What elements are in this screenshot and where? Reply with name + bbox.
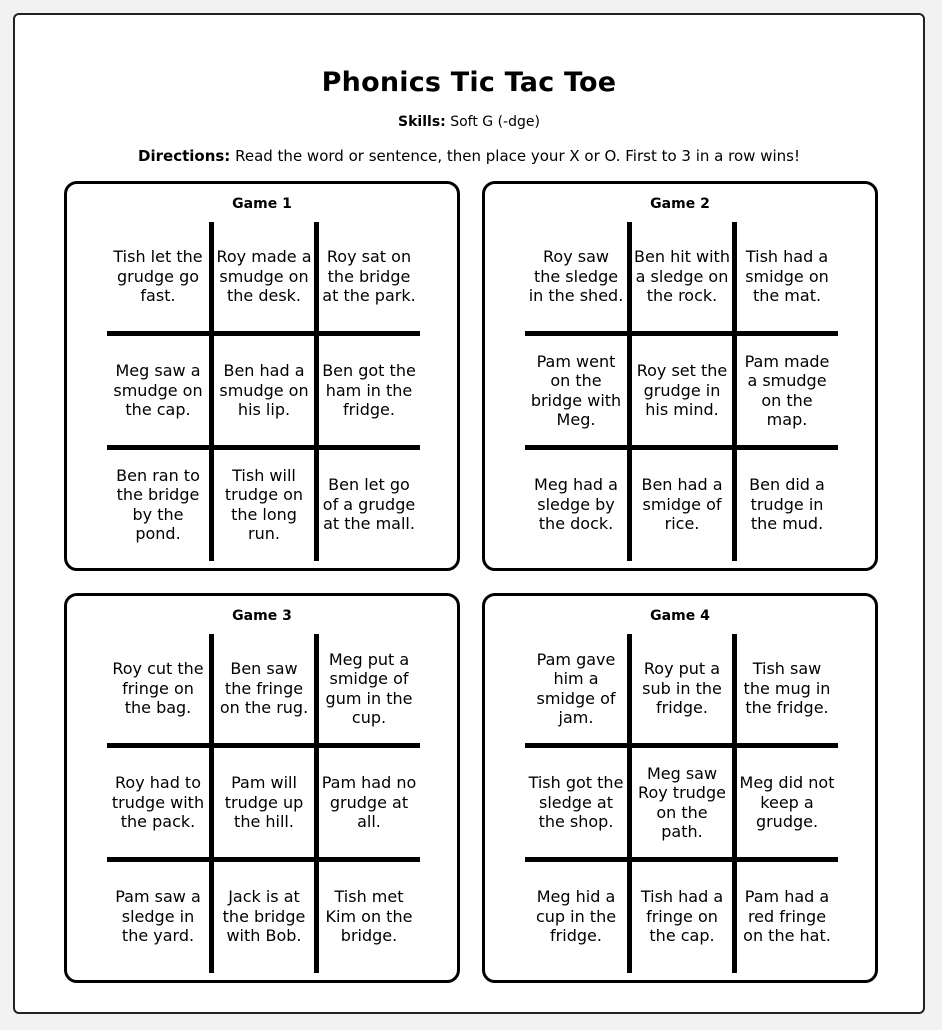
game-3-cell-9[interactable]: Tish met Kim on the bridge. [325,887,413,946]
game-3-cell-8[interactable]: Jack is at the bridge with Bob. [222,887,306,946]
grid-line [107,331,420,336]
game-4-title: Game 4 [650,608,710,624]
game-1-panel [64,181,460,571]
game-3-title: Game 3 [232,608,292,624]
game-1-cell-4[interactable]: Meg saw a smudge on the cap. [113,361,203,420]
grid-line [732,222,737,561]
game-4-board [525,634,838,973]
grid-line [209,222,214,561]
skills-line [15,114,923,130]
game-4-panel [482,593,878,983]
game-2-cell-2[interactable]: Ben hit with a sledge on the rock. [634,247,730,306]
game-2-cell-5[interactable]: Roy set the grudge in his mind. [636,361,728,420]
grid-line [209,634,214,973]
grid-line [107,743,420,748]
grid-line [525,743,838,748]
directions-text: Read the word or sentence, then place your X or O. First to 3 in a row wins! [235,147,800,165]
game-1-cell-6[interactable]: Ben got the ham in the fridge. [322,361,416,420]
game-4-cell-6[interactable]: Meg did not keep a grudge. [739,773,835,832]
game-1-cell-1[interactable]: Tish let the grudge go fast. [113,247,203,306]
game-4-cell-2[interactable]: Roy put a sub in the fridge. [642,659,722,718]
game-2-panel [482,181,878,571]
game-3-panel [64,593,460,983]
game-2-cell-3[interactable]: Tish had a smidge on the mat. [745,247,829,306]
game-4-cell-3[interactable]: Tish saw the mug in the fridge. [743,659,831,718]
game-2-board [525,222,838,561]
game-3-cell-7[interactable]: Pam saw a sledge in the yard. [115,887,201,946]
game-1-cell-2[interactable]: Roy made a smudge on the desk. [216,247,312,306]
game-3-cell-2[interactable]: Ben saw the fringe on the rug. [219,659,309,718]
grid-line [314,634,319,973]
game-4-cell-5[interactable]: Meg saw Roy trudge on the path. [638,763,726,841]
game-1-board [107,222,420,561]
grid-line [732,634,737,973]
game-3-cell-6[interactable]: Pam had no grudge at all. [321,773,417,832]
game-3-cell-1[interactable]: Roy cut the fringe on the bag. [112,659,204,718]
grid-line [525,331,838,336]
grid-line [107,857,420,862]
game-3-cell-3[interactable]: Meg put a smidge of gum in the cup. [325,649,413,727]
worksheet-page [13,13,925,1014]
game-2-cell-6[interactable]: Pam made a smudge on the map. [744,351,830,429]
grid-line [627,222,632,561]
game-4-cell-8[interactable]: Tish had a fringe on the cap. [640,887,724,946]
game-1-cell-8[interactable]: Tish will trudge on the long run. [224,465,304,543]
game-4-cell-7[interactable]: Meg hid a cup in the fridge. [535,887,617,946]
game-1-cell-5[interactable]: Ben had a smudge on his lip. [219,361,309,420]
page-title: Phonics Tic Tac Toe [321,67,617,98]
game-1-cell-7[interactable]: Ben ran to the bridge by the pond. [116,465,200,543]
grid-line [627,634,632,973]
game-2-cell-4[interactable]: Pam went on the bridge with Meg. [530,351,622,429]
game-3-cell-4[interactable]: Roy had to trudge with the pack. [111,773,205,832]
directions-line [15,147,923,165]
grid-line [525,445,838,450]
game-4-cell-4[interactable]: Tish got the sledge at the shop. [528,773,624,832]
game-1-cell-3[interactable]: Roy sat on the bridge at the park. [322,247,416,306]
grid-line [525,857,838,862]
game-4-cell-1[interactable]: Pam gave him a smidge of jam. [536,649,616,727]
directions-label: Directions: [138,147,231,165]
game-2-title: Game 2 [650,196,710,212]
skills-text: Soft G (-dge) [450,114,540,130]
game-2-cell-8[interactable]: Ben had a smidge of rice. [641,475,723,534]
game-4-cell-9[interactable]: Pam had a red fringe on the hat. [743,887,831,946]
game-2-cell-1[interactable]: Roy saw the sledge in the shed. [528,247,624,306]
game-3-board [107,634,420,973]
grid-line [314,222,319,561]
game-1-title: Game 1 [232,196,292,212]
game-3-cell-5[interactable]: Pam will trudge up the hill. [224,773,304,832]
game-1-cell-9[interactable]: Ben let go of a grudge at the mall. [322,475,416,534]
skills-label: Skills: [398,114,446,130]
game-2-cell-9[interactable]: Ben did a trudge in the mud. [749,475,825,534]
grid-line [107,445,420,450]
game-2-cell-7[interactable]: Meg had a sledge by the dock. [534,475,618,534]
